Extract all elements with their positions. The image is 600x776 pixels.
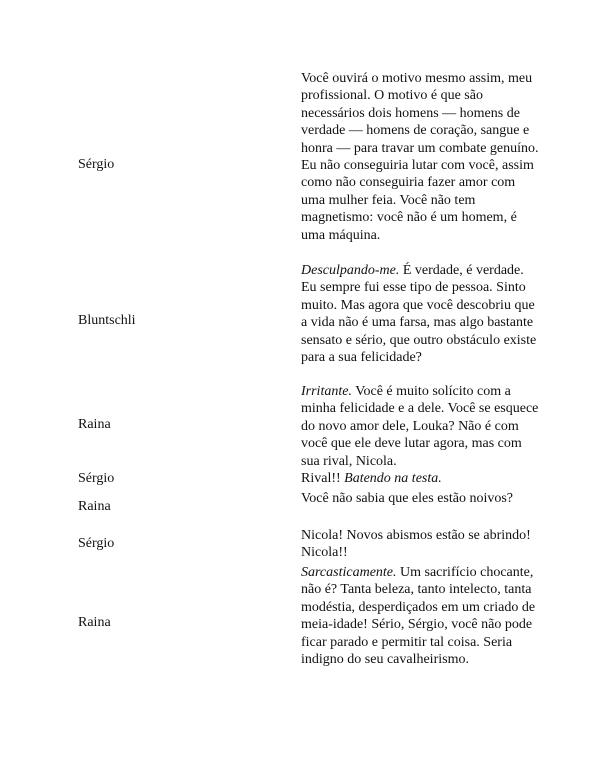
dialogue-row	[0, 527, 600, 562]
spoken-text: É verdade, é verdade. Eu sempre fui esse tipo de pessoa. Sinto muito. Mas agora que você descobriu que a vida não é uma farsa, mas algo bastante sensato e sério, que outro obstáculo existe para a sua felicidade?	[301, 263, 537, 366]
dialogue-row	[0, 70, 600, 258]
speaker-name: Sérgio	[78, 471, 115, 486]
dialogue-row	[0, 383, 600, 468]
spoken-text: Você é muito solícito com a minha felicidade e a dele. Você se esquece do novo amor dele, Louka? Não é com você que ele deve lutar agora, mas com sua rival, Nicola.	[301, 384, 539, 469]
spoken-text: Você não sabia que eles estão noivos?	[301, 491, 514, 506]
dialogue-text	[301, 564, 541, 668]
stage-direction: Batendo na testa.	[344, 471, 442, 486]
dialogue-row	[0, 470, 600, 488]
dialogue-text	[301, 383, 541, 470]
spoken-text: Um sacrifício chocante, não é? Tanta beleza, tanto intelecto, tanta modéstia, desperdiçados em um criado de meia-idade! Sério, Sérgio, você não pode ficar parado e permitir tal coisa. Seria indigno do seu cavalheirismo.	[301, 565, 536, 668]
dialogue-text	[301, 490, 541, 507]
speaker-name: Raina	[78, 499, 111, 514]
speaker-name: Raina	[78, 417, 111, 432]
dialogue-text	[301, 70, 541, 244]
stage-direction: Sarcasticamente.	[301, 565, 397, 580]
speaker-name: Bluntschli	[78, 313, 136, 328]
dialogue-text	[301, 470, 541, 487]
dialogue-text	[301, 527, 541, 562]
spoken-text: Rival!!	[301, 471, 345, 486]
dialogue-row	[0, 490, 600, 525]
dialogue-row	[0, 564, 600, 684]
speaker-name: Sérgio	[78, 536, 115, 551]
stage-direction: Irritante.	[301, 384, 352, 399]
dialogue-text	[301, 262, 541, 366]
spoken-text: Você ouvirá o motivo mesmo assim, meu profissional. O motivo é que são necessários dois homens — homens de verdade — homens de coração, sangue e honra — para travar um combate genuíno. Eu não conseguiria lutar com você, assim como não conseguiria fazer amor com uma mulher feia. Você não tem magnetismo: você não é um homem, é uma máquina.	[301, 71, 539, 243]
stage-direction: Desculpando-me.	[301, 263, 400, 278]
dialogue-row	[0, 262, 600, 380]
speaker-name: Raina	[78, 615, 111, 630]
spoken-text: Nicola! Novos abismos estão se abrindo! Nicola!!	[301, 528, 531, 561]
speaker-name: Sérgio	[78, 157, 115, 172]
